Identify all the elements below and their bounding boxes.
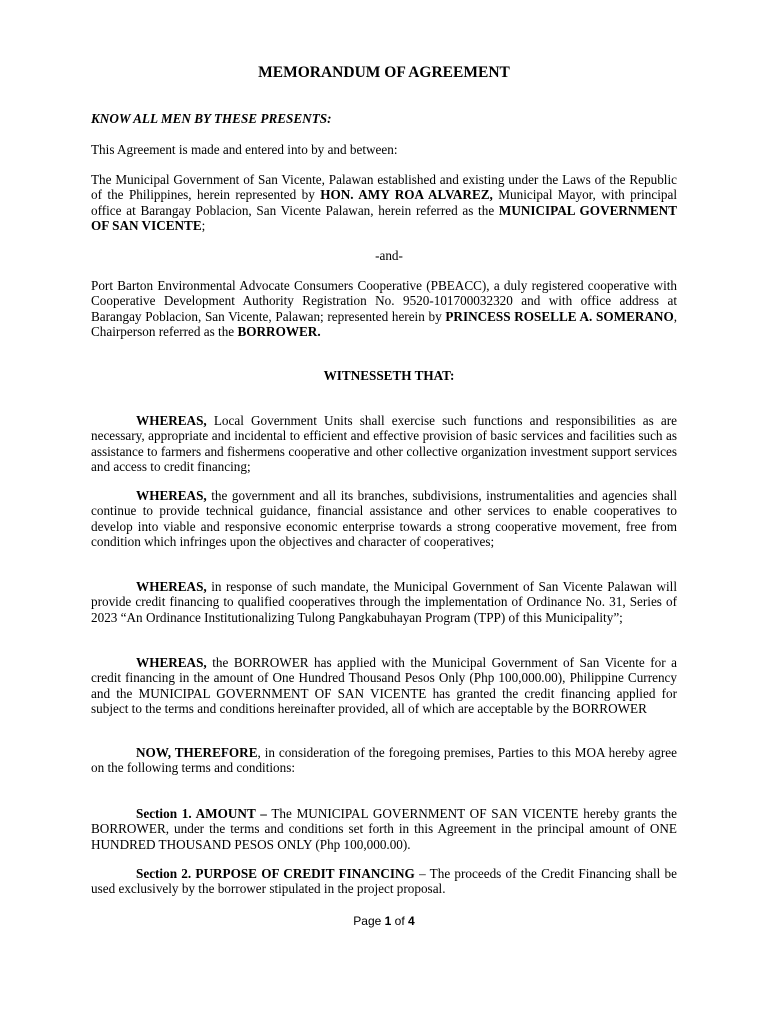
section-2-paragraph: Section 2. PURPOSE OF CREDIT FINANCING – The proceeds of the Credit Financing shall be used exclusively by the borrower stipulated in the project proposal. xyxy=(91,866,677,897)
party1-short-name: MUNICIPAL GOVERNMENT OF SAN VICENTE xyxy=(91,202,677,233)
whereas-clause-2: WHEREAS, the government and all its branches, subdivisions, instrumentalities and agencies shall continue to provide technical guidance, financial assistance and other services to enable cooperatives to develop into viable and responsive economic enterprise towards a strong cooperative movement, free from condition which infringes upon the objectives and character of cooperatives; xyxy=(91,488,677,549)
know-all-heading: KNOW ALL MEN BY THESE PRESENTS: xyxy=(91,111,332,126)
party1-representative: HON. AMY ROA ALVAREZ, xyxy=(320,187,493,203)
party2-representative: PRINCESS ROSELLE A. SOMERANO xyxy=(445,308,674,324)
party1-paragraph: The Municipal Government of San Vicente, Palawan established and existing under the Laws of the Republic of the Philippines, herein represented by HON. AMY ROA ALVAREZ, Municipal Mayor, with principal office at Barangay Poblacion, San Vicente Palawan, herein referred as the MUNICIPAL GOVERNMENT OF SAN VICENTE; xyxy=(91,172,678,233)
party2-short-name: BORROWER. xyxy=(237,323,321,339)
page-footer: Page 1 of 4 xyxy=(353,914,415,928)
page-number: 1 xyxy=(384,914,392,928)
intro-paragraph: This Agreement is made and entered into by and between: xyxy=(91,142,398,157)
document-title: MEMORANDUM OF AGREEMENT xyxy=(258,64,510,81)
witnesseth-heading: WITNESSETH THAT: xyxy=(323,368,455,383)
whereas-clause-3: WHEREAS, in response of such mandate, the Municipal Government of San Vicente Palawan will provide credit financing to qualified cooperatives through the implementation of Ordinance No. 31, Series of 2023 “An Ordinance Institutionalizing Tulong Pangkabuhayan Program (TPP) of this Municipality”; xyxy=(91,579,677,625)
whereas-clause-4: WHEREAS, the BORROWER has applied with the Municipal Government of San Vicente for a credit financing in the amount of One Hundred Thousand Pesos Only (Php 100,000.00), Philippine Currency and the MUNICIPAL GOVERNMENT OF SAN VICENTE has granted the credit financing applied for subject to the terms and conditions hereinafter provided, all of which are acceptable by the BORROWER xyxy=(91,655,677,716)
whereas-clause-1: WHEREAS, Local Government Units shall exercise such functions and responsibilities as are necessary, appropriate and incidental to efficient and effective provision of basic services and facilities such as assistance to farmers and fishermens cooperative and other collective organization investment support services and access to credit financing; xyxy=(91,413,677,474)
page-total: 4 xyxy=(408,914,415,928)
section-1-paragraph: Section 1. AMOUNT – The MUNICIPAL GOVERNMENT OF SAN VICENTE hereby grants the BORROWER, under the terms and conditions set forth in this Agreement in the principal amount of ONE HUNDRED THOUSAND PESOS ONLY (Php 100,000.00). xyxy=(91,806,677,852)
and-separator: -and- xyxy=(375,248,403,263)
now-therefore-paragraph: NOW, THEREFORE, in consideration of the foregoing premises, Parties to this MOA hereby agree on the following terms and conditions: xyxy=(91,745,677,776)
party2-paragraph: Port Barton Environmental Advocate Consumers Cooperative (PBEACC), a duly registered cooperative with Cooperative Development Authority Registration No. 9520-101700032320 and with office address at Barangay Poblacion, San Vicente, Palawan; represented herein by PRINCESS ROSELLE A. SOMERANO, Chairperson referred as the BORROWER. xyxy=(91,278,677,339)
